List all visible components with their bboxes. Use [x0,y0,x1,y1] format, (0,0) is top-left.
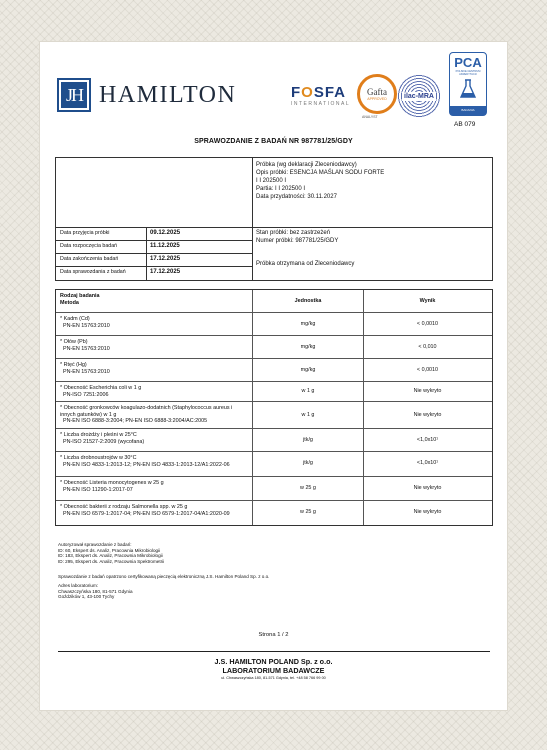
test-method: PN-EN ISO 4833-1:2013-12; PN-EN ISO 4833-1:2013-12/A1:2022-06 [63,461,230,468]
test-unit: w 1 g [301,388,315,394]
test-result: < 0,010 [418,344,437,350]
lab-address-block [58,583,133,600]
ilac-mra-logo [397,74,441,118]
test-name: * Obecność bakterii z rodzaju Salmonella spp. w 25 g [60,504,188,510]
table-row [56,451,492,476]
gafta-approved: APPROVED [367,97,387,101]
sample-lot-code: I I 202500 I [256,178,287,184]
footer-company: J.S. HAMILTON POLAND Sp. z o.o. [214,657,333,666]
page-number: Strona 1 / 2 [258,632,289,638]
sample-info-table [55,157,493,281]
test-method: PN-EN ISO 6579-1:2017-04; PN-EN ISO 6579-1:2017-04/A1:2020-09 [63,510,230,517]
test-name: * Obecność gronkowców koagulazo-dodatnich (Staphylococcus aureus i innych gatunków) w 1 g [60,405,233,418]
hamilton-logo [57,78,236,112]
table-row [56,500,492,525]
test-result: Nie wykryto [413,509,442,515]
test-unit: w 25 g [300,485,316,491]
authorization-line: ID: 183, Ekspert ds. Analiz, Pracownia Mikrobiologii [58,553,163,559]
table-row [56,358,492,381]
pca-subtitle: POLSKIE CENTRUM AKREDYTACJI [455,70,481,76]
date-value-start: 11.12.2025 [150,243,180,249]
sample-declaration: Próbka (wg deklaracji Zleceniodawcy) [256,162,357,168]
test-method: PN-EN ISO 11290-1:2017-07 [63,486,133,493]
test-unit: jtk/g [303,460,313,466]
table-row [56,428,492,451]
header-unit: Jednostka [294,298,322,304]
date-label-end: Data zakończenia badań [60,256,119,262]
gafta-name: Gafta [367,87,387,97]
gafta-logo [357,74,397,114]
ilac-mra-name: ilac-MRA [404,92,434,100]
test-unit: jtk/g [303,437,313,443]
sample-description [256,161,384,201]
header-result: Wynik [419,298,436,304]
fosfa-letters-sfa: SFA [313,84,347,101]
pca-accreditation-logo [449,52,487,116]
sample-expiry: Data przydatności: 30.11.2027 [256,194,337,200]
date-label-received: Data przyjęcia próbki [60,230,110,236]
authorization-title: Autoryzował sprawozdanie z badań: [58,542,132,547]
test-method: PN-EN 15763:2010 [63,368,110,375]
header-test-type: Rodzaj badania [60,293,100,299]
fosfa-subtitle: INTERNATIONAL [291,101,351,107]
test-result: Nie wykryto [413,485,442,491]
test-method: PN-EN ISO 6888-3:2004; PN-EN ISO 6888-3:2004/AC:2005 [63,418,208,424]
test-result: < 0,0010 [416,367,439,373]
test-method: PN-ISO 7251:2006 [63,391,109,398]
test-name: * Ołów (Pb) [60,339,88,345]
test-result: <1,0x10¹ [416,437,439,443]
table-row [56,476,492,500]
date-value-report: 17.12.2025 [150,269,181,275]
table-row [56,312,492,335]
table-row [56,401,492,428]
footer-address: ul. Chwaszczyńska 180, 81-571 Gdynia, tel. +48 58 766 99 00 [221,676,326,680]
test-name: * Liczba drobnoustrojów w 30°C [60,455,137,461]
test-unit: mg/kg [300,344,316,350]
authorization-block [58,542,164,564]
date-value-received: 09.12.2025 [150,230,181,236]
authorization-line: ID: 60, Ekspert ds. Analiz, Pracownia Mikrobiologii [58,547,161,553]
test-method: PN-EN 15763:2010 [63,322,110,329]
authorization-line: ID: 295, Ekspert ds. Analiz, Pracownia Spektrometrii [58,558,165,564]
fosfa-logo [291,84,350,107]
test-name: * Kadm (Cd) [60,316,90,322]
footer-divider [58,651,490,652]
test-result: Nie wykryto [413,388,442,394]
hamilton-logo-mark: JH [57,78,91,112]
sample-state: Stan próbki: bez zastrzeżeń [256,230,331,236]
sample-number: Numer próbki: 987781/25/GDY [256,238,339,244]
date-label-report: Data sprawozdania z badań [60,269,126,275]
report-page [40,42,507,710]
test-unit: w 25 g [300,509,316,515]
pca-badania-bar: BADANIA [450,106,486,115]
fosfa-letter-f: F [291,84,302,101]
test-method: PN-EN 15763:2010 [63,345,110,352]
sample-condition [256,229,338,245]
lab-address-title: Adres laboratorium: [58,583,99,588]
test-result: <1,0x10¹ [416,460,439,466]
test-unit: w 1 g [301,412,315,418]
fosfa-letter-o: O [301,84,314,101]
results-header-row [56,290,492,312]
lab-address-line: Chwaszczyńska 180, 81-571 Gdynia [58,588,133,594]
date-value-end: 17.12.2025 [150,256,181,262]
lab-address-line: Goździków 1, 43-100 Tychy [58,594,115,600]
report-title: SPRAWOZDANIE Z BADAŃ NR 987781/25/GDY [194,138,353,145]
footer-lab-name: LABORATORIUM BADAWCZE [222,666,325,675]
test-name: * Obecność Listeria monocytogenes w 25 g [60,480,164,486]
table-row [56,335,492,358]
header-method: Metoda [60,299,79,306]
test-name: * Rtęć (Hg) [60,362,87,368]
sample-name: Opis próbki: ESENCJA MAŚLAN SODU FORTE [256,170,385,176]
sample-received-from: Próbka otrzymana od Zleceniodawcy [256,261,355,267]
hamilton-logo-text: HAMILTON [99,81,237,108]
test-method: PN-ISO 21527-2:2009 (wycofana) [63,438,145,445]
accreditation-number: AB 079 [454,121,476,128]
date-label-start: Data rozpoczęcia badań [60,243,118,249]
test-name: * Obecność Escherichia coli w 1 g [60,385,142,391]
sample-batch: Partia: I I 202500 I [256,186,306,192]
test-name: * Liczba drożdży i pleśni w 25°C [60,432,137,438]
pca-name: PCA [454,55,482,70]
table-row [56,381,492,401]
test-unit: mg/kg [300,367,316,373]
test-unit: mg/kg [300,321,316,327]
electronic-seal-note: Sprawozdanie z badań opatrzono certyfikowaną pieczęcią elektroniczną J.S. Hamilton Poland Sp. z o.o. [58,574,270,579]
gafta-analyst-label: ANALYST [362,115,378,119]
flask-icon [459,79,477,99]
results-table [55,289,493,526]
test-result: Nie wykryto [413,412,442,418]
test-result: < 0,0010 [416,321,439,327]
